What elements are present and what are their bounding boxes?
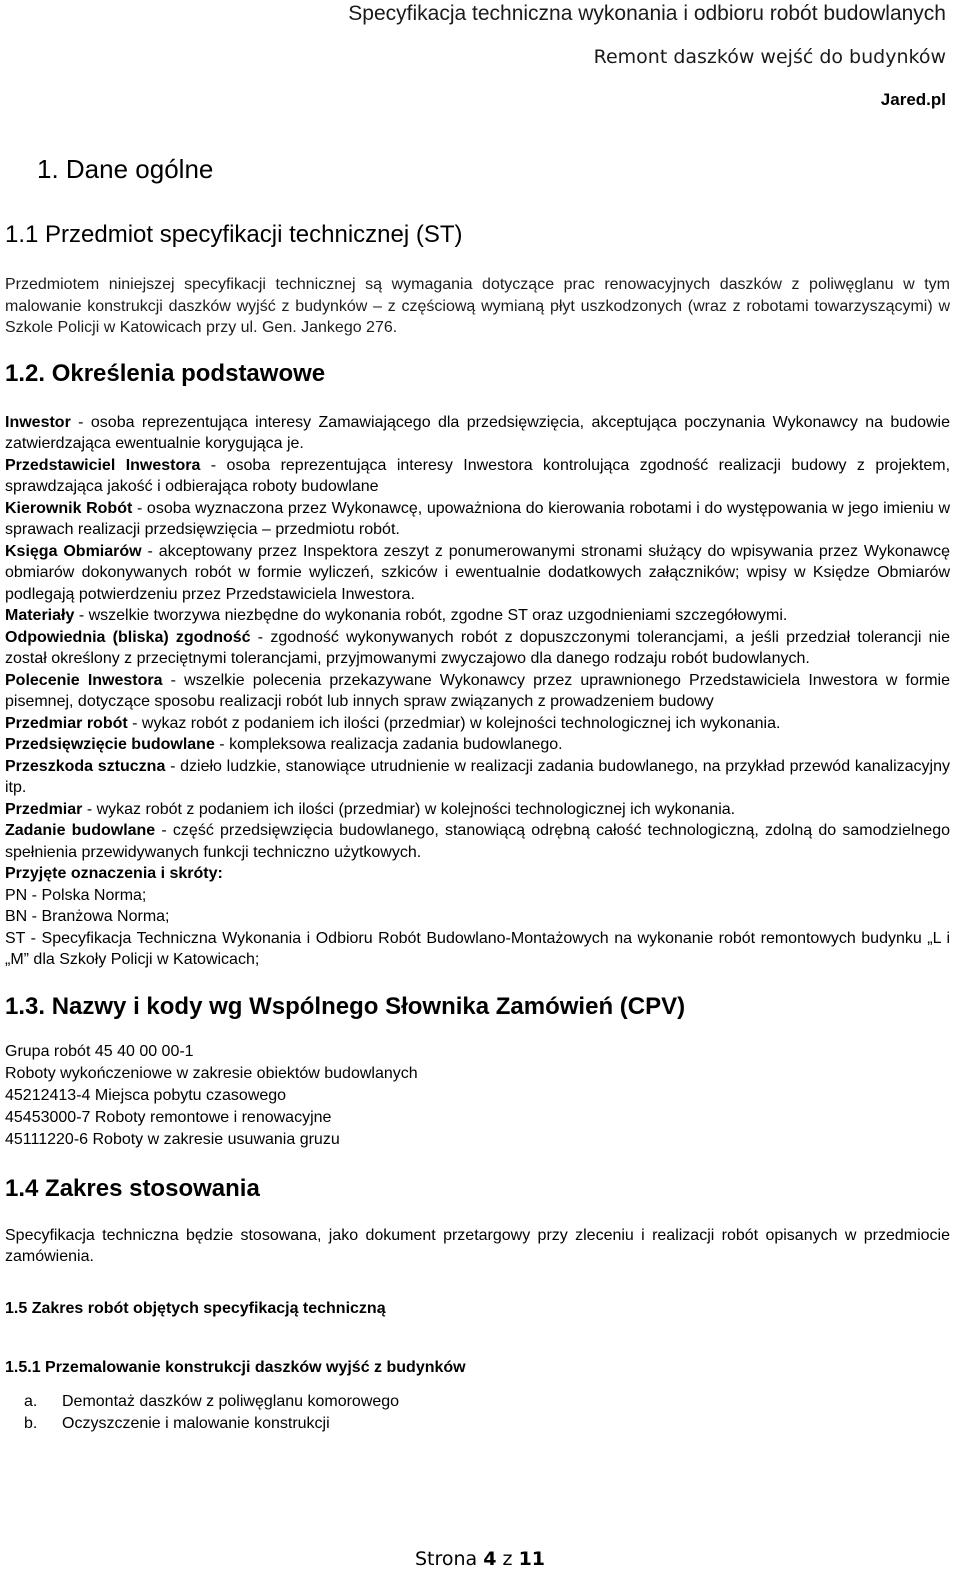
- section-1-5-1-heading: 1.5.1 Przemalowanie konstrukcji daszków wyjść z budynków: [5, 1358, 466, 1376]
- definition-item: [5, 734, 950, 756]
- definition-term: Odpowiednia (bliska) zgodność: [5, 628, 251, 646]
- footer-middle: z: [502, 1548, 513, 1570]
- section-1-4-text: Specyfikacja techniczna będzie stosowana, jako dokument przetargowy przy zleceniu i realizacji robót opisanych w przedmiocie zamówienia.: [5, 1226, 950, 1265]
- definition-text: - osoba wyznaczona przez Wykonawcę, upoważniona do kierowania robotami i do występowania w jego imieniu w sprawach realizacji przedsięwzięcia – przedmiotu robót.: [5, 499, 951, 538]
- definition-term: Przedsięwzięcie budowlane: [5, 736, 215, 753]
- works-list: [5, 1391, 950, 1435]
- definition-term: Polecenie Inwestora: [5, 671, 163, 689]
- definition-text: - wykaz robót z podaniem ich ilości (przedmiar) w kolejności technologicznej ich wykonania.: [82, 800, 736, 818]
- definition-item: [5, 820, 950, 863]
- definition-item: [5, 756, 950, 799]
- cpv-line: 45212413-4 Miejsca pobytu czasowego: [5, 1086, 287, 1104]
- definitions-list: [5, 412, 950, 971]
- definition-item: [5, 627, 950, 670]
- footer-total-pages: 11: [518, 1548, 546, 1570]
- page-footer: [0, 1548, 960, 1570]
- definition-item: [5, 799, 950, 821]
- definition-term: Zadanie budowlane: [5, 822, 156, 839]
- list-item-text: Demontaż daszków z poliwęglanu komorowego: [62, 1392, 400, 1410]
- definition-text: - wszelkie polecenia przekazywane Wykonawcy przez uprawnionego Przedstawiciela Inwestora w formie pisemnej, dotyczące sposobu realizacji robót lub innych spraw związanych z prowadzeniem budowy: [5, 671, 950, 710]
- cpv-line: Grupa robót 45 40 00 00-1: [5, 1042, 194, 1060]
- cpv-list: [5, 1041, 950, 1151]
- list-item: [5, 1391, 950, 1413]
- cpv-line: 45111220-6 Roboty w zakresie usuwania gruzu: [5, 1130, 340, 1148]
- definition-term: Kierownik Robót: [5, 499, 133, 517]
- definition-text: - osoba reprezentująca interesy Zamawiającego dla przedsięwzięcia, akceptująca poczynania Wykonawcy na budowie zatwierdzająca ewentualnie korygująca je.: [5, 413, 950, 452]
- list-item-text: Oczyszczenie i malowanie konstrukcji: [62, 1414, 330, 1432]
- definition-term: Materiały: [5, 607, 75, 624]
- definition-text: - zgodność wykonywanych robót z dopuszczonymi tolerancjami, a jeśli przedział tolerancji nie został określony z przeciętnymi tolerancjami, przyjmowanymi zwyczajowo dla danego rodzaju robót budowlanych.: [5, 628, 950, 667]
- section-1-heading: 1. Dane ogólne: [37, 154, 214, 184]
- definition-item: [5, 670, 950, 713]
- document-body: [5, 148, 950, 1435]
- footer-page-number: 4: [483, 1548, 497, 1570]
- definition-item: [5, 412, 950, 455]
- section-1-2-heading: 1.2. Określenia podstawowe: [5, 359, 326, 387]
- section-1-3-heading: 1.3. Nazwy i kody wg Wspólnego Słownika Zamówień (CPV): [5, 992, 686, 1020]
- definition-item: [5, 605, 950, 627]
- section-1-4-heading: 1.4 Zakres stosowania: [5, 1174, 260, 1202]
- definition-text: - akceptowany przez Inspektora zeszyt z ponumerowanymi stronami służący do wpisywania przez Wykonawcę obmiarów dokonywanych robót w formie wyliczeń, szkiców i ewentualnie dodatkowych załączników; wpisy w Księdze Obmiarów podlegają potwierdzeniu przez Przedstawiciela Inwestora.: [5, 542, 951, 603]
- definition-text: - dzieło ludzkie, stanowiące utrudnienie w realizacji zadania budowlanego, na przykład przewód kanalizacyjny itp.: [5, 757, 950, 796]
- definition-term: Księga Obmiarów: [5, 542, 142, 560]
- abbreviation-item: BN - Branżowa Norma;: [5, 908, 170, 925]
- cpv-line: 45453000-7 Roboty remontowe i renowacyjne: [5, 1108, 332, 1126]
- section-1-1-text: Przedmiotem niniejszej specyfikacji technicznej są wymagania dotyczące prac renowacyjnych daszków z poliwęglanu w tym malowanie konstrukcji daszków wyjść z budynków – z częściową wymianą płyt uszkodzonych (wraz z robotami towarzyszącymi) w Szkole Policji w Katowicach przy ul. Gen. Jankego 276.: [5, 276, 950, 336]
- definition-item: [5, 498, 950, 541]
- definition-term: Inwestor: [5, 413, 71, 431]
- header-title: Specyfikacja techniczna wykonania i odbioru robót budowlanych: [348, 2, 946, 25]
- abbreviation-item: ST - Specyfikacja Techniczna Wykonania i Odbioru Robót Budowlano-Montażowych na wykonanie robót remontowych budynku „L i „M” dla Szkoły Policji w Katowicach;: [5, 929, 950, 968]
- definition-term: Przedstawiciel Inwestora: [5, 456, 201, 474]
- definition-item: [5, 541, 950, 606]
- abbreviations-heading: Przyjęte oznaczenia i skróty:: [5, 865, 223, 882]
- list-marker: b.: [24, 1414, 38, 1432]
- abbreviation-item: PN - Polska Norma;: [5, 886, 147, 904]
- section-1-5-heading: 1.5 Zakres robót objętych specyfikacją techniczną: [5, 1299, 386, 1317]
- definition-text: - kompleksowa realizacja zadania budowlanego.: [214, 736, 563, 753]
- definition-text: - część przedsięwzięcia budowlanego, stanowiącą odrębną całość technologiczną, zdolną do samodzielnego spełnienia przewidywanych funkcji techniczno użytkowych.: [5, 822, 951, 861]
- definition-text: - osoba reprezentująca interesy Inwestora kontrolująca zgodność realizacji budowy z projektem, sprawdzająca jakość i odbierająca roboty budowlane: [5, 456, 951, 495]
- definition-term: Przedmiar robót: [5, 714, 128, 732]
- footer-prefix: Strona: [414, 1548, 478, 1570]
- header-subtitle: Remont daszków wejść do budynków: [593, 46, 946, 68]
- header-site: Jared.pl: [880, 90, 946, 109]
- definition-item: [5, 455, 950, 498]
- definition-text: - wszelkie tworzywa niezbędne do wykonania robót, zgodne ST oraz uzgodnieniami szczegółowymi.: [74, 607, 788, 624]
- cpv-line: Roboty wykończeniowe w zakresie obiektów budowlanych: [5, 1064, 418, 1082]
- definition-term: Przeszkoda sztuczna: [5, 757, 166, 775]
- list-item: [5, 1413, 950, 1435]
- definition-term: Przedmiar: [5, 800, 83, 818]
- definition-text: - wykaz robót z podaniem ich ilości (przedmiar) w kolejności technologicznej ich wykonania.: [127, 714, 781, 732]
- list-marker: a.: [24, 1392, 38, 1410]
- section-1-1-heading: 1.1 Przedmiot specyfikacji technicznej (ST): [5, 221, 463, 248]
- definition-item: [5, 713, 950, 735]
